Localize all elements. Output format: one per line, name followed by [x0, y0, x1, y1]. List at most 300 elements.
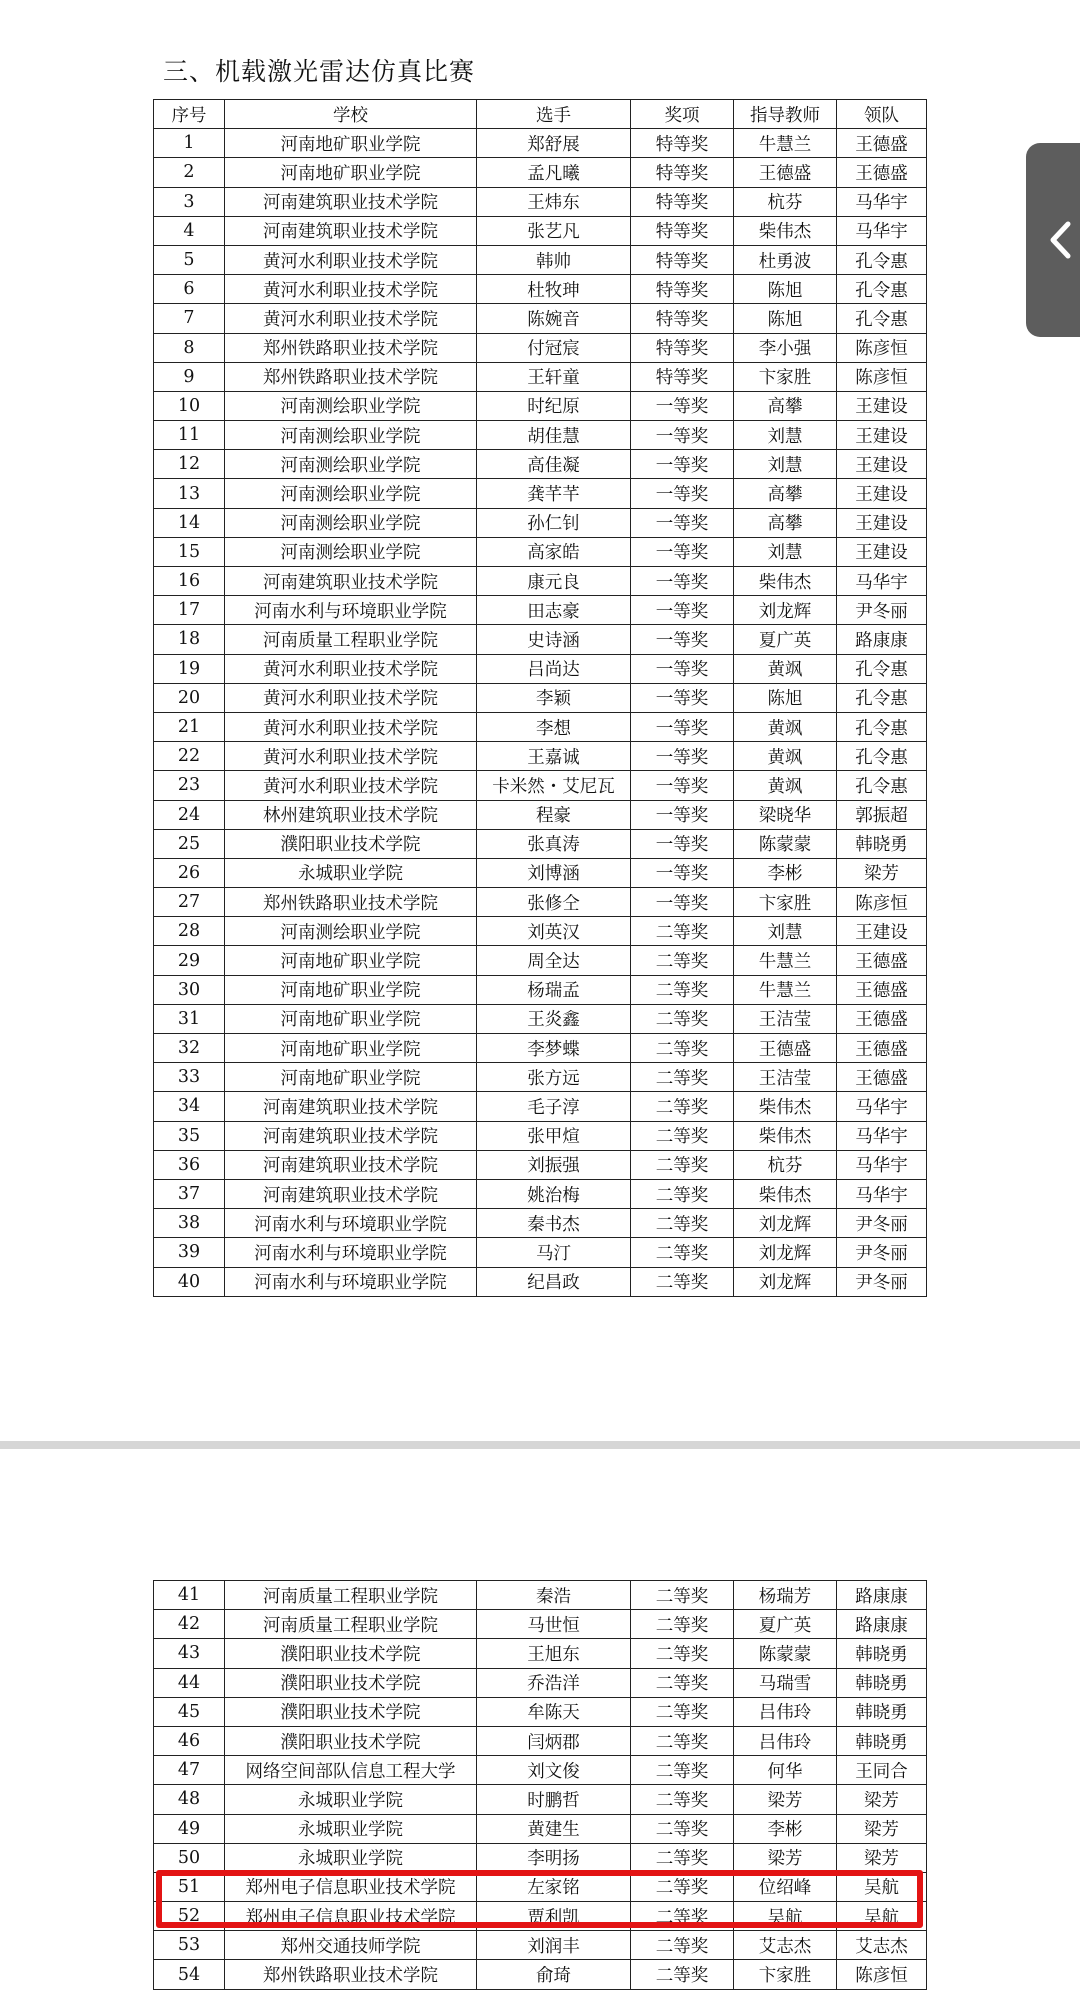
- cell-instructor: 王德盛: [734, 158, 837, 187]
- cell-award: 一等奖: [631, 596, 734, 625]
- cell-leader: 陈彦恒: [837, 1960, 927, 1989]
- cell-index: 32: [154, 1034, 225, 1063]
- cell-school: 濮阳职业技术学院: [225, 1697, 477, 1726]
- cell-leader: 马华宇: [837, 1092, 927, 1121]
- cell-instructor: 刘龙辉: [734, 1267, 837, 1296]
- cell-leader: 孔令惠: [837, 245, 927, 274]
- cell-index: 47: [154, 1756, 225, 1785]
- cell-instructor: 柴伟杰: [734, 567, 837, 596]
- cell-school: 河南建筑职业技术学院: [225, 1150, 477, 1179]
- cell-award: 一等奖: [631, 654, 734, 683]
- cell-instructor: 卞家胜: [734, 888, 837, 917]
- cell-leader: 马华宇: [837, 216, 927, 245]
- cell-contestant: 史诗涵: [477, 625, 631, 654]
- table-row: [154, 1756, 927, 1785]
- cell-contestant: 王炎鑫: [477, 1004, 631, 1033]
- cell-index: 33: [154, 1063, 225, 1092]
- cell-leader: 韩晓勇: [837, 1697, 927, 1726]
- cell-leader: 陈彦恒: [837, 333, 927, 362]
- cell-instructor: 陈蒙蒙: [734, 1639, 837, 1668]
- cell-contestant: 韩帅: [477, 245, 631, 274]
- cell-contestant: 龚芊芊: [477, 479, 631, 508]
- cell-leader: 艾志杰: [837, 1931, 927, 1960]
- table-row: [154, 800, 927, 829]
- cell-index: 36: [154, 1150, 225, 1179]
- cell-award: 二等奖: [631, 1238, 734, 1267]
- cell-contestant: 王轩童: [477, 362, 631, 391]
- cell-index: 31: [154, 1004, 225, 1033]
- cell-contestant: 王旭东: [477, 1639, 631, 1668]
- cell-contestant: 孙仁钊: [477, 508, 631, 537]
- back-tab-button[interactable]: [1026, 143, 1080, 337]
- table-row: [154, 421, 927, 450]
- table-row: [154, 771, 927, 800]
- cell-instructor: 陈旭: [734, 683, 837, 712]
- cell-index: 52: [154, 1902, 225, 1931]
- cell-school: 河南地矿职业学院: [225, 1034, 477, 1063]
- cell-award: 一等奖: [631, 391, 734, 420]
- cell-contestant: 闫炳郡: [477, 1726, 631, 1755]
- cell-leader: 孔令惠: [837, 742, 927, 771]
- cell-leader: 陈彦恒: [837, 888, 927, 917]
- cell-award: 特等奖: [631, 362, 734, 391]
- cell-instructor: 杭芬: [734, 1150, 837, 1179]
- cell-award: 一等奖: [631, 479, 734, 508]
- cell-award: 二等奖: [631, 1931, 734, 1960]
- cell-contestant: 程豪: [477, 800, 631, 829]
- cell-school: 河南测绘职业学院: [225, 450, 477, 479]
- cell-index: 48: [154, 1785, 225, 1814]
- cell-instructor: 杭芬: [734, 187, 837, 216]
- cell-instructor: 王德盛: [734, 1034, 837, 1063]
- cell-index: 21: [154, 712, 225, 741]
- cell-index: 5: [154, 245, 225, 274]
- cell-contestant: 胡佳慧: [477, 421, 631, 450]
- cell-contestant: 刘文俊: [477, 1756, 631, 1785]
- cell-school: 河南水利与环境职业学院: [225, 1209, 477, 1238]
- cell-leader: 韩晓勇: [837, 1726, 927, 1755]
- cell-index: 53: [154, 1931, 225, 1960]
- cell-leader: 吴航: [837, 1902, 927, 1931]
- table-row: [154, 829, 927, 858]
- table-row: [154, 1668, 927, 1697]
- cell-leader: 王建设: [837, 479, 927, 508]
- cell-leader: 王建设: [837, 917, 927, 946]
- cell-instructor: 刘慧: [734, 917, 837, 946]
- table-row: [154, 1150, 927, 1179]
- table-row: [154, 625, 927, 654]
- cell-index: 51: [154, 1872, 225, 1901]
- cell-leader: 王建设: [837, 450, 927, 479]
- cell-instructor: 陈蒙蒙: [734, 829, 837, 858]
- cell-award: 二等奖: [631, 1581, 734, 1610]
- cell-index: 23: [154, 771, 225, 800]
- cell-contestant: 刘英汉: [477, 917, 631, 946]
- cell-contestant: 姚治梅: [477, 1179, 631, 1208]
- cell-index: 15: [154, 537, 225, 566]
- cell-award: 特等奖: [631, 333, 734, 362]
- cell-school: 河南质量工程职业学院: [225, 1581, 477, 1610]
- cell-leader: 尹冬丽: [837, 1238, 927, 1267]
- cell-award: 二等奖: [631, 1179, 734, 1208]
- cell-leader: 孔令惠: [837, 712, 927, 741]
- cell-contestant: 李明扬: [477, 1843, 631, 1872]
- cell-school: 网络空间部队信息工程大学: [225, 1756, 477, 1785]
- cell-contestant: 张方远: [477, 1063, 631, 1092]
- cell-contestant: 李颖: [477, 683, 631, 712]
- cell-school: 濮阳职业技术学院: [225, 1726, 477, 1755]
- cell-leader: 马华宇: [837, 1179, 927, 1208]
- cell-contestant: 刘振强: [477, 1150, 631, 1179]
- cell-school: 河南水利与环境职业学院: [225, 596, 477, 625]
- cell-leader: 孔令惠: [837, 771, 927, 800]
- table-row: [154, 391, 927, 420]
- cell-leader: 梁芳: [837, 858, 927, 887]
- cell-school: 河南建筑职业技术学院: [225, 567, 477, 596]
- cell-index: 41: [154, 1581, 225, 1610]
- cell-instructor: 位绍峰: [734, 1872, 837, 1901]
- table-row: [154, 1639, 927, 1668]
- table-row: [154, 1697, 927, 1726]
- cell-instructor: 吕伟玲: [734, 1726, 837, 1755]
- table-row: [154, 1238, 927, 1267]
- cell-contestant: 牟陈天: [477, 1697, 631, 1726]
- table-row: [154, 1179, 927, 1208]
- cell-school: 郑州电子信息职业技术学院: [225, 1902, 477, 1931]
- table-row: [154, 479, 927, 508]
- cell-school: 郑州铁路职业技术学院: [225, 362, 477, 391]
- table-header-row: [154, 100, 927, 129]
- cell-award: 一等奖: [631, 712, 734, 741]
- section-title: 三、机载激光雷达仿真比赛: [163, 57, 476, 86]
- cell-school: 郑州电子信息职业技术学院: [225, 1872, 477, 1901]
- cell-index: 7: [154, 304, 225, 333]
- cell-instructor: 高攀: [734, 508, 837, 537]
- cell-school: 河南建筑职业技术学院: [225, 1092, 477, 1121]
- cell-contestant: 马世恒: [477, 1610, 631, 1639]
- cell-index: 19: [154, 654, 225, 683]
- cell-instructor: 牛慧兰: [734, 129, 837, 158]
- cell-index: 16: [154, 567, 225, 596]
- cell-school: 河南地矿职业学院: [225, 975, 477, 1004]
- header-contestant: 选手: [477, 100, 631, 129]
- cell-school: 黄河水利职业技术学院: [225, 712, 477, 741]
- table-row: [154, 1931, 927, 1960]
- table-row: [154, 1209, 927, 1238]
- cell-leader: 陈彦恒: [837, 362, 927, 391]
- cell-instructor: 柴伟杰: [734, 216, 837, 245]
- cell-index: 26: [154, 858, 225, 887]
- cell-contestant: 秦浩: [477, 1581, 631, 1610]
- cell-award: 二等奖: [631, 1814, 734, 1843]
- cell-leader: 马华宇: [837, 567, 927, 596]
- cell-school: 濮阳职业技术学院: [225, 1668, 477, 1697]
- cell-contestant: 张修仝: [477, 888, 631, 917]
- cell-index: 38: [154, 1209, 225, 1238]
- cell-leader: 马华宇: [837, 187, 927, 216]
- cell-contestant: 李想: [477, 712, 631, 741]
- table-row: [154, 946, 927, 975]
- table-row: [154, 508, 927, 537]
- table-row: [154, 1726, 927, 1755]
- header-index: 序号: [154, 100, 225, 129]
- cell-leader: 郭振超: [837, 800, 927, 829]
- table-row: [154, 304, 927, 333]
- cell-contestant: 王嘉诚: [477, 742, 631, 771]
- cell-award: 二等奖: [631, 1668, 734, 1697]
- cell-instructor: 夏广英: [734, 1610, 837, 1639]
- cell-award: 一等奖: [631, 888, 734, 917]
- table-row: [154, 450, 927, 479]
- cell-school: 河南测绘职业学院: [225, 421, 477, 450]
- cell-school: 黄河水利职业技术学院: [225, 654, 477, 683]
- cell-contestant: 康元良: [477, 567, 631, 596]
- cell-instructor: 陈旭: [734, 275, 837, 304]
- cell-index: 29: [154, 946, 225, 975]
- cell-school: 郑州铁路职业技术学院: [225, 333, 477, 362]
- cell-contestant: 高佳凝: [477, 450, 631, 479]
- cell-leader: 王建设: [837, 508, 927, 537]
- cell-index: 50: [154, 1843, 225, 1872]
- cell-contestant: 张艺凡: [477, 216, 631, 245]
- cell-leader: 孔令惠: [837, 683, 927, 712]
- table-row: [154, 917, 927, 946]
- cell-instructor: 李彬: [734, 1814, 837, 1843]
- table-row: [154, 1785, 927, 1814]
- cell-award: 一等奖: [631, 421, 734, 450]
- cell-instructor: 黄飒: [734, 742, 837, 771]
- cell-leader: 路康康: [837, 1610, 927, 1639]
- cell-contestant: 陈婉音: [477, 304, 631, 333]
- table-row: [154, 1610, 927, 1639]
- cell-school: 濮阳职业技术学院: [225, 829, 477, 858]
- cell-school: 河南水利与环境职业学院: [225, 1238, 477, 1267]
- cell-school: 河南测绘职业学院: [225, 508, 477, 537]
- cell-index: 24: [154, 800, 225, 829]
- cell-instructor: 牛慧兰: [734, 975, 837, 1004]
- cell-instructor: 黄飒: [734, 712, 837, 741]
- table-row: [154, 275, 927, 304]
- cell-instructor: 高攀: [734, 479, 837, 508]
- cell-index: 22: [154, 742, 225, 771]
- cell-index: 42: [154, 1610, 225, 1639]
- cell-instructor: 陈旭: [734, 304, 837, 333]
- cell-instructor: 艾志杰: [734, 1931, 837, 1960]
- chevron-left-icon: [1048, 220, 1074, 260]
- cell-contestant: 王炜东: [477, 187, 631, 216]
- cell-school: 河南测绘职业学院: [225, 479, 477, 508]
- cell-leader: 梁芳: [837, 1843, 927, 1872]
- cell-award: 二等奖: [631, 1004, 734, 1033]
- cell-instructor: 杨瑞芳: [734, 1581, 837, 1610]
- cell-contestant: 郑舒展: [477, 129, 631, 158]
- cell-instructor: 刘慧: [734, 450, 837, 479]
- cell-instructor: 吕伟玲: [734, 1697, 837, 1726]
- cell-index: 27: [154, 888, 225, 917]
- table-row: [154, 537, 927, 566]
- cell-instructor: 王洁莹: [734, 1063, 837, 1092]
- cell-award: 二等奖: [631, 1063, 734, 1092]
- highlight-box: [156, 1870, 923, 1928]
- cell-school: 黄河水利职业技术学院: [225, 304, 477, 333]
- cell-index: 4: [154, 216, 225, 245]
- awards-table-page-2: [153, 1580, 927, 1990]
- cell-contestant: 付冠宸: [477, 333, 631, 362]
- cell-leader: 尹冬丽: [837, 1267, 927, 1296]
- cell-leader: 王建设: [837, 537, 927, 566]
- cell-index: 17: [154, 596, 225, 625]
- cell-index: 30: [154, 975, 225, 1004]
- cell-contestant: 俞琦: [477, 1960, 631, 1989]
- cell-school: 河南测绘职业学院: [225, 537, 477, 566]
- cell-award: 二等奖: [631, 1697, 734, 1726]
- cell-award: 二等奖: [631, 917, 734, 946]
- cell-index: 45: [154, 1697, 225, 1726]
- cell-contestant: 时鹏哲: [477, 1785, 631, 1814]
- cell-leader: 梁芳: [837, 1814, 927, 1843]
- cell-instructor: 柴伟杰: [734, 1121, 837, 1150]
- cell-school: 河南建筑职业技术学院: [225, 1121, 477, 1150]
- cell-leader: 路康康: [837, 625, 927, 654]
- cell-school: 河南建筑职业技术学院: [225, 1179, 477, 1208]
- cell-leader: 路康康: [837, 1581, 927, 1610]
- cell-contestant: 卡米然・艾尼瓦: [477, 771, 631, 800]
- cell-contestant: 孟凡曦: [477, 158, 631, 187]
- cell-school: 永城职业学院: [225, 1785, 477, 1814]
- cell-school: 黄河水利职业技术学院: [225, 771, 477, 800]
- cell-school: 郑州交通技师学院: [225, 1931, 477, 1960]
- cell-index: 12: [154, 450, 225, 479]
- cell-leader: 梁芳: [837, 1785, 927, 1814]
- cell-instructor: 何华: [734, 1756, 837, 1785]
- cell-award: 一等奖: [631, 771, 734, 800]
- cell-instructor: 梁晓华: [734, 800, 837, 829]
- cell-award: 一等奖: [631, 625, 734, 654]
- cell-school: 河南质量工程职业学院: [225, 1610, 477, 1639]
- cell-instructor: 马瑞雪: [734, 1668, 837, 1697]
- cell-award: 特等奖: [631, 245, 734, 274]
- table-row: [154, 1063, 927, 1092]
- cell-instructor: 牛慧兰: [734, 946, 837, 975]
- cell-instructor: 夏广英: [734, 625, 837, 654]
- cell-award: 一等奖: [631, 858, 734, 887]
- cell-index: 14: [154, 508, 225, 537]
- cell-index: 43: [154, 1639, 225, 1668]
- cell-instructor: 刘慧: [734, 421, 837, 450]
- cell-award: 一等奖: [631, 450, 734, 479]
- cell-school: 河南建筑职业技术学院: [225, 216, 477, 245]
- cell-school: 河南测绘职业学院: [225, 391, 477, 420]
- table-row: [154, 1843, 927, 1872]
- cell-award: 二等奖: [631, 1785, 734, 1814]
- table-row: [154, 654, 927, 683]
- cell-index: 11: [154, 421, 225, 450]
- awards-table-page-1: [153, 99, 927, 1297]
- table-row: [154, 1960, 927, 1989]
- table-row: [154, 712, 927, 741]
- table-row: [154, 362, 927, 391]
- table-row: [154, 742, 927, 771]
- cell-index: 20: [154, 683, 225, 712]
- cell-leader: 孔令惠: [837, 275, 927, 304]
- cell-instructor: 杜勇波: [734, 245, 837, 274]
- cell-leader: 马华宇: [837, 1150, 927, 1179]
- cell-instructor: 刘龙辉: [734, 1238, 837, 1267]
- cell-school: 河南地矿职业学院: [225, 946, 477, 975]
- cell-award: 二等奖: [631, 1639, 734, 1668]
- cell-leader: 王德盛: [837, 975, 927, 1004]
- cell-index: 37: [154, 1179, 225, 1208]
- cell-index: 39: [154, 1238, 225, 1267]
- cell-index: 6: [154, 275, 225, 304]
- cell-contestant: 乔浩洋: [477, 1668, 631, 1697]
- cell-instructor: 李小强: [734, 333, 837, 362]
- cell-contestant: 杨瑞孟: [477, 975, 631, 1004]
- cell-leader: 尹冬丽: [837, 596, 927, 625]
- cell-school: 河南水利与环境职业学院: [225, 1267, 477, 1296]
- cell-contestant: 张甲煊: [477, 1121, 631, 1150]
- cell-instructor: 李彬: [734, 858, 837, 887]
- cell-instructor: 刘慧: [734, 537, 837, 566]
- table-row: [154, 158, 927, 187]
- cell-award: 二等奖: [631, 975, 734, 1004]
- cell-contestant: 黄建生: [477, 1814, 631, 1843]
- cell-contestant: 张真涛: [477, 829, 631, 858]
- cell-instructor: 黄飒: [734, 771, 837, 800]
- cell-school: 永城职业学院: [225, 1814, 477, 1843]
- cell-school: 河南地矿职业学院: [225, 129, 477, 158]
- table-row: [154, 333, 927, 362]
- table-row: [154, 1581, 927, 1610]
- cell-award: 一等奖: [631, 800, 734, 829]
- cell-contestant: 时纪原: [477, 391, 631, 420]
- cell-leader: 孔令惠: [837, 304, 927, 333]
- cell-award: 二等奖: [631, 1150, 734, 1179]
- cell-school: 濮阳职业技术学院: [225, 1639, 477, 1668]
- cell-contestant: 高家皓: [477, 537, 631, 566]
- cell-award: 一等奖: [631, 742, 734, 771]
- cell-school: 黄河水利职业技术学院: [225, 742, 477, 771]
- header-award: 奖项: [631, 100, 734, 129]
- cell-leader: 王德盛: [837, 158, 927, 187]
- cell-leader: 王德盛: [837, 129, 927, 158]
- cell-index: 1: [154, 129, 225, 158]
- cell-school: 郑州铁路职业技术学院: [225, 1960, 477, 1989]
- cell-contestant: 李梦蝶: [477, 1034, 631, 1063]
- cell-index: 49: [154, 1814, 225, 1843]
- cell-index: 44: [154, 1668, 225, 1697]
- cell-award: 二等奖: [631, 1756, 734, 1785]
- cell-index: 9: [154, 362, 225, 391]
- cell-instructor: 吴航: [734, 1902, 837, 1931]
- cell-instructor: 卞家胜: [734, 362, 837, 391]
- cell-award: 一等奖: [631, 829, 734, 858]
- cell-index: 35: [154, 1121, 225, 1150]
- cell-school: 河南地矿职业学院: [225, 1063, 477, 1092]
- cell-instructor: 王洁莹: [734, 1004, 837, 1033]
- header-school: 学校: [225, 100, 477, 129]
- cell-award: 二等奖: [631, 1209, 734, 1238]
- table-row: [154, 888, 927, 917]
- table-row: [154, 975, 927, 1004]
- cell-instructor: 梁芳: [734, 1785, 837, 1814]
- cell-school: 永城职业学院: [225, 1843, 477, 1872]
- cell-contestant: 毛子淳: [477, 1092, 631, 1121]
- table-row: [154, 683, 927, 712]
- cell-award: 特等奖: [631, 158, 734, 187]
- cell-award: 特等奖: [631, 187, 734, 216]
- cell-contestant: 周全达: [477, 946, 631, 975]
